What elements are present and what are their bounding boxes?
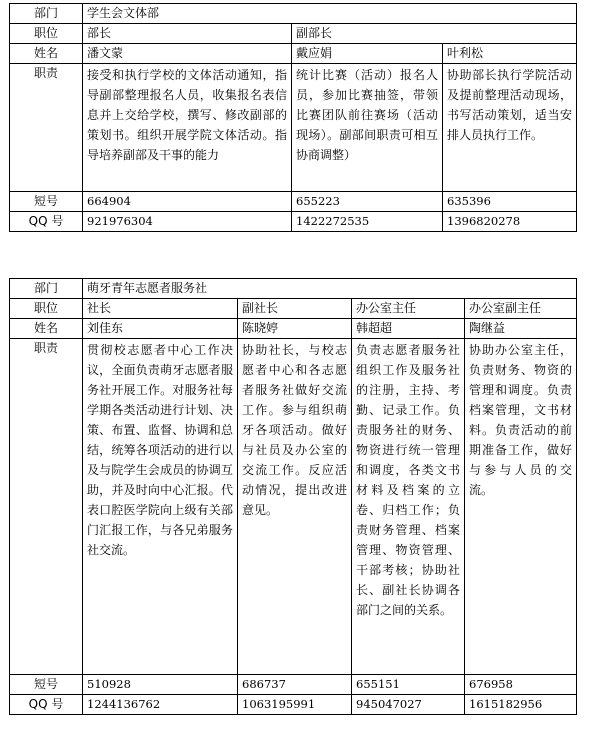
name-cell: 戴应娟 <box>292 44 443 64</box>
qq-cell: 1422272535 <box>292 212 443 232</box>
position-cell: 办公室主任 <box>352 299 465 319</box>
duty-cell: 协助部长执行学院活动及提前整理活动现场，书写活动策划，适当安排人员执行工作。 <box>443 64 577 192</box>
name-label: 姓名 <box>10 44 83 64</box>
position-cell: 副部长 <box>292 24 577 44</box>
qq-cell: 921976304 <box>83 212 292 232</box>
position-label: 职位 <box>10 299 83 319</box>
position-row <box>10 24 577 44</box>
name-cell: 陈晓婷 <box>238 319 352 339</box>
name-row <box>10 44 577 64</box>
dept-name: 萌牙青年志愿者服务社 <box>83 279 577 299</box>
qq-cell: 945047027 <box>352 695 465 715</box>
qq-label: QQ 号 <box>10 212 83 232</box>
duty-cell: 统计比赛（活动）报名人员，参加比赛抽签，带领比赛团队前往赛场（活动现场）。副部间职责可相互协商调整） <box>292 64 443 192</box>
qq-row <box>10 695 577 715</box>
phone-cell: 664904 <box>83 192 292 212</box>
dept-table-literary-sports <box>9 3 577 232</box>
phone-cell: 676958 <box>465 675 577 695</box>
phone-label: 短号 <box>10 192 83 212</box>
phone-row <box>10 675 577 695</box>
dept-label: 部门 <box>10 4 83 24</box>
name-label: 姓名 <box>10 319 83 339</box>
position-label: 职位 <box>10 24 83 44</box>
name-cell: 潘文蒙 <box>83 44 292 64</box>
name-cell: 叶利松 <box>443 44 577 64</box>
position-row <box>10 299 577 319</box>
qq-row <box>10 212 577 232</box>
phone-cell: 655151 <box>352 675 465 695</box>
duty-cell: 协助办公室主任，负责财务、物资的管理和调度。负责档案管理，文书材料。负责活动的前期准备工作，做好与参与人员的交流。 <box>465 339 577 675</box>
position-cell: 办公室副主任 <box>465 299 577 319</box>
name-cell: 陶继益 <box>465 319 577 339</box>
phone-cell: 635396 <box>443 192 577 212</box>
position-cell: 社长 <box>83 299 238 319</box>
dept-label: 部门 <box>10 279 83 299</box>
position-cell: 部长 <box>83 24 292 44</box>
phone-cell: 686737 <box>238 675 352 695</box>
phone-cell: 655223 <box>292 192 443 212</box>
duty-label: 职责 <box>10 64 83 192</box>
qq-cell: 1615182956 <box>465 695 577 715</box>
duty-label: 职责 <box>10 339 83 675</box>
phone-row <box>10 192 577 212</box>
qq-cell: 1244136762 <box>83 695 238 715</box>
duty-row <box>10 64 577 192</box>
position-cell: 副社长 <box>238 299 352 319</box>
phone-label: 短号 <box>10 675 83 695</box>
dept-row <box>10 4 577 24</box>
qq-label: QQ 号 <box>10 695 83 715</box>
name-cell: 刘佳东 <box>83 319 238 339</box>
dept-row <box>10 279 577 299</box>
duty-cell: 贯彻校志愿者中心工作决议，全面负责萌牙志愿者服务社开展工作。对服务社每学期各类活动进行计划、决策、布置、监督、协调和总结，统筹各项活动的进行以及与院学生会成员的协调互助，并及时向中心汇报。代表口腔医学院向上级有关部门汇报工作，与各兄弟服务社交流。 <box>83 339 238 675</box>
name-cell: 韩超超 <box>352 319 465 339</box>
phone-cell: 510928 <box>83 675 238 695</box>
dept-name: 学生会文体部 <box>83 4 577 24</box>
qq-cell: 1396820278 <box>443 212 577 232</box>
duty-cell: 负责志愿者服务社组织工作及服务社的注册，主持、考勤、记录工作。负责服务社的财务、物资进行统一管理和调度，各类文书材料及档案的立卷、归档工作；负责财务管理、档案管理、物资管理、干部考核；协助社长、副社长协调各部门之间的关系。 <box>352 339 465 675</box>
name-row <box>10 319 577 339</box>
dept-table-volunteer-society <box>9 278 577 715</box>
duty-cell: 接受和执行学校的文体活动通知，指导副部整理报名人员，收集报名表信息并上交给学校，撰写、修改副部的策划书。组织开展学院文体活动。指导培养副部及干事的能力 <box>83 64 292 192</box>
duty-cell: 协助社长，与校志愿者中心和各志愿者服务社做好交流工作。参与组织萌牙各项活动。做好与社员及办公室的交流工作。反应活动情况，提出改进意见。 <box>238 339 352 675</box>
duty-row <box>10 339 577 675</box>
qq-cell: 1063195991 <box>238 695 352 715</box>
